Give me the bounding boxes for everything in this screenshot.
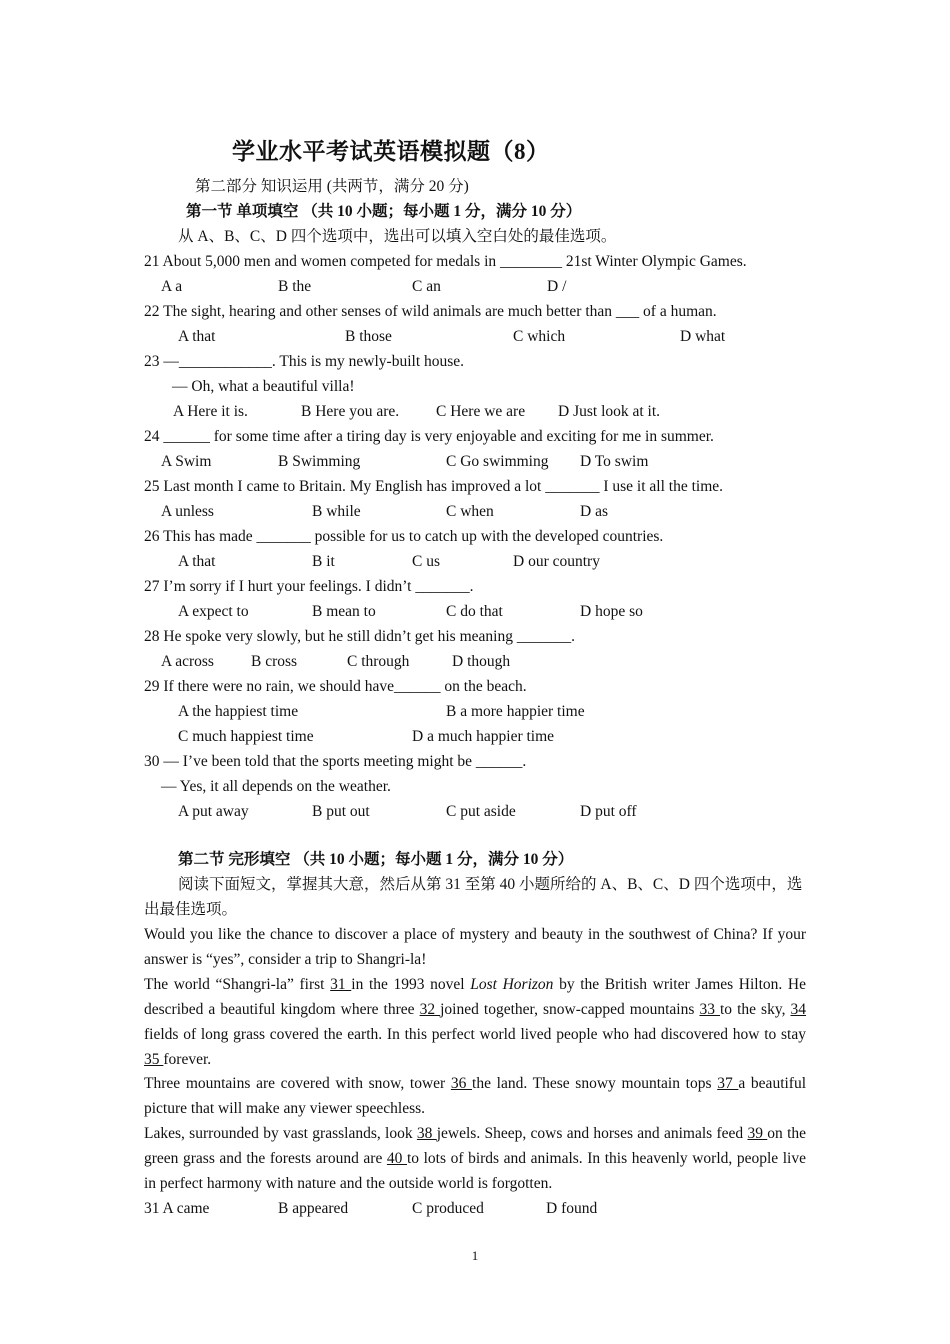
option: B cross — [251, 653, 298, 670]
question-stem: 25 Last month I came to Britain. My English has improved a lot _______ I use it all the time. — [144, 478, 724, 495]
blank-40: 40 — [386, 1150, 407, 1167]
option: C do that — [446, 603, 503, 620]
option: B a more happier time — [446, 703, 585, 720]
blank-35: 35 — [144, 1051, 164, 1068]
option: D found — [546, 1200, 598, 1217]
option: A that — [178, 553, 216, 570]
option: C an — [412, 278, 441, 295]
question-stem: 27 I’m sorry if I hurt your feelings. I didn’t _______. — [144, 578, 474, 595]
option: C through — [347, 653, 410, 670]
option: D put off — [580, 803, 637, 820]
option: C us — [412, 553, 440, 570]
blank-34: 34 — [790, 1001, 807, 1018]
blank-33: 33 — [699, 1001, 720, 1018]
option: C which — [513, 328, 566, 345]
option: A put away — [178, 803, 249, 820]
question-stem: 26 This has made _______ possible for us to catch up with the developed countries. — [144, 528, 664, 545]
option: A the happiest time — [178, 703, 299, 720]
option: D To swim — [580, 453, 649, 470]
question-stem: 28 He spoke very slowly, but he still didn’t get his meaning _______. — [144, 628, 575, 645]
option: B Swimming — [278, 453, 361, 470]
option: D as — [580, 503, 608, 520]
blank-37: 37 — [717, 1075, 739, 1092]
option: D / — [547, 278, 567, 295]
blank-32: 32 — [419, 1001, 441, 1018]
option: D hope so — [580, 603, 643, 620]
option: B while — [312, 503, 361, 520]
question-stem-reply: — Oh, what a beautiful villa! — [172, 378, 355, 395]
question-stem: 23 —____________. This is my newly-built house. — [144, 353, 465, 370]
part-heading: 第二部分 知识运用 (共两节，满分 20 分) — [195, 178, 469, 195]
option: B those — [345, 328, 392, 345]
question-stem-reply: — Yes, it all depends on the weather. — [161, 778, 391, 795]
passage-paragraph: Would you like the chance to discover a place of mystery and beauty in the southwest of China? If your answer is “yes”, consider a trip to Shangri-la! — [144, 926, 806, 968]
option: C put aside — [446, 803, 516, 820]
option: A expect to — [178, 603, 249, 620]
question-stem: 22 The sight, hearing and other senses of wild animals are much better than ___ of a human. — [144, 303, 717, 320]
option: C Go swimming — [446, 453, 549, 470]
page-number: 1 — [471, 1248, 479, 1263]
option: B it — [312, 553, 335, 570]
option: C when — [446, 503, 494, 520]
option: D Just look at it. — [558, 403, 661, 420]
question-stem: 30 — I’ve been told that the sports meeting might be ______. — [144, 753, 527, 770]
option: A a — [161, 278, 183, 295]
blank-31: 31 — [330, 976, 352, 993]
option: 31 A came — [144, 1200, 210, 1217]
blank-38: 38 — [416, 1125, 437, 1142]
passage-paragraph: The world “Shangri-la” first 31 in the 1993 novel Lost Horizon by the British writer James Hilton. He described a beautiful kingdom where three 32 joined together, snow-capped mountains 33 to the sky, 34 fields of long grass covered the earth. In this perfect world lived people who had discovered how to stay 35 forever. — [144, 976, 807, 1068]
option: A Swim — [161, 453, 212, 470]
option: C produced — [412, 1200, 484, 1217]
section2-instruction-cont: 出最佳选项。 — [144, 901, 238, 918]
option: A across — [161, 653, 214, 670]
passage-paragraph: Lakes, surrounded by vast grasslands, look 38 jewels. Sheep, cows and horses and animals feed 39 on the green grass and the forests around are 40 to lots of birds and animals. In this heavenly world, people live in perfect harmony with nature and the outside world is forgotten. — [144, 1125, 807, 1192]
option: B the — [278, 278, 312, 295]
option: A Here it is. — [173, 403, 248, 420]
section2-instruction: 阅读下面短文，掌握其大意，然后从第 31 至第 40 小题所给的 A、B、C、D 四个选项中，选 — [178, 876, 803, 893]
question-stem: 29 If there were no rain, we should have______ on the beach. — [144, 678, 527, 695]
option: D what — [680, 328, 726, 345]
section1-instruction: 从 A、B、C、D 四个选项中，选出可以填入空白处的最佳选项。 — [178, 228, 617, 245]
option: D though — [452, 653, 511, 670]
option: C much happiest time — [178, 728, 314, 745]
option: B put out — [312, 803, 370, 820]
option: A that — [178, 328, 216, 345]
option: B mean to — [312, 603, 376, 620]
section1-heading: 第一节 单项填空 （共 10 小题；每小题 1 分，满分 10 分） — [186, 203, 582, 220]
blank-36: 36 — [450, 1075, 473, 1092]
option: A unless — [161, 503, 214, 520]
option: B appeared — [278, 1200, 349, 1217]
option: C Here we are — [436, 403, 526, 420]
section2-heading: 第二节 完形填空 （共 10 小题；每小题 1 分，满分 10 分） — [178, 851, 574, 868]
book-title: Lost Horizon — [470, 976, 554, 993]
option: D our country — [513, 553, 600, 570]
page-title: 学业水平考试英语模拟题（8） — [232, 139, 550, 164]
question-stem: 21 About 5,000 men and women competed for medals in ________ 21st Winter Olympic Games. — [144, 253, 747, 270]
option: D a much happier time — [412, 728, 555, 745]
blank-39: 39 — [747, 1125, 768, 1142]
question-stem: 24 ______ for some time after a tiring day is very enjoyable and exciting for me in summer. — [144, 428, 714, 445]
option: B Here you are. — [301, 403, 400, 420]
passage-paragraph: Three mountains are covered with snow, tower 36 the land. These snowy mountain tops 37 a beautiful picture that will make any viewer speechless. — [144, 1075, 807, 1117]
